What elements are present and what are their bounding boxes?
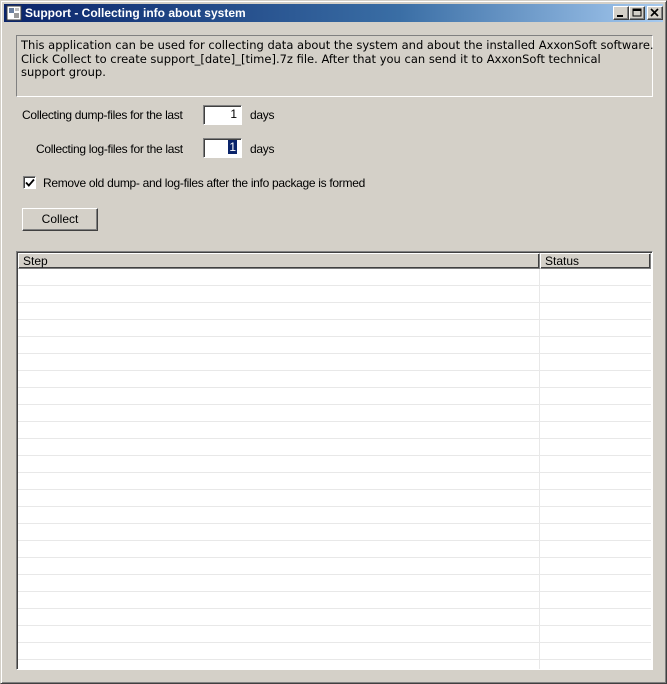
description-line: support group. xyxy=(21,65,106,79)
steps-table[interactable] xyxy=(16,251,653,670)
dump-days-value: 1 xyxy=(230,107,237,121)
dump-files-label: Collecting dump-files for the last xyxy=(22,108,183,122)
empty-table-row xyxy=(18,626,651,643)
empty-table-row xyxy=(18,609,651,626)
title-bar[interactable] xyxy=(4,4,663,22)
empty-table-row xyxy=(18,575,651,592)
window-title: Support - Collecting info about system xyxy=(25,6,246,20)
empty-table-row xyxy=(18,354,651,371)
empty-table-row xyxy=(18,286,651,303)
description-line: Click Collect to create support_[date]_[time].7z file. After that you can send it to AxxonSoft technical xyxy=(21,51,601,66)
description-box xyxy=(16,35,653,97)
empty-table-row xyxy=(18,507,651,524)
empty-table-row xyxy=(18,388,651,405)
empty-table-row xyxy=(18,473,651,490)
empty-table-row xyxy=(18,490,651,507)
empty-table-row xyxy=(18,456,651,473)
column-divider xyxy=(539,269,540,670)
maximize-icon xyxy=(630,7,644,19)
empty-table-row xyxy=(18,405,651,422)
close-icon xyxy=(648,7,662,19)
empty-table-row xyxy=(18,422,651,439)
dump-days-unit: days xyxy=(250,108,275,122)
empty-table-row xyxy=(18,371,651,388)
empty-table-row xyxy=(18,269,651,286)
maximize-button[interactable] xyxy=(629,6,645,20)
empty-table-row xyxy=(18,303,651,320)
empty-table-row xyxy=(18,660,651,670)
empty-table-row xyxy=(18,524,651,541)
column-header-status[interactable]: Status xyxy=(540,253,651,269)
remove-old-label[interactable]: Remove old dump- and log-files after the info package is formed xyxy=(43,176,365,190)
empty-table-row xyxy=(18,337,651,354)
minimize-button[interactable] xyxy=(613,6,629,20)
log-days-input[interactable] xyxy=(203,138,242,158)
empty-table-row xyxy=(18,558,651,575)
app-icon xyxy=(6,5,22,21)
collect-button[interactable]: Collect xyxy=(22,208,98,231)
empty-table-row xyxy=(18,643,651,660)
log-days-value: 1 xyxy=(229,140,236,154)
close-button[interactable] xyxy=(647,6,663,20)
log-files-label: Collecting log-files for the last xyxy=(36,142,183,156)
empty-table-row xyxy=(18,541,651,558)
empty-table-row xyxy=(18,439,651,456)
dump-days-input[interactable] xyxy=(203,105,242,125)
column-header-step[interactable]: Step xyxy=(18,253,540,269)
empty-table-row xyxy=(18,320,651,337)
remove-old-checkbox[interactable] xyxy=(23,176,36,189)
empty-table-row xyxy=(18,592,651,609)
description-line: This application can be used for collecting data about the system and about the installed AxxonSoft software. xyxy=(21,38,654,52)
log-days-unit: days xyxy=(250,142,275,156)
checkmark-icon xyxy=(25,178,35,188)
minimize-icon xyxy=(614,7,628,19)
